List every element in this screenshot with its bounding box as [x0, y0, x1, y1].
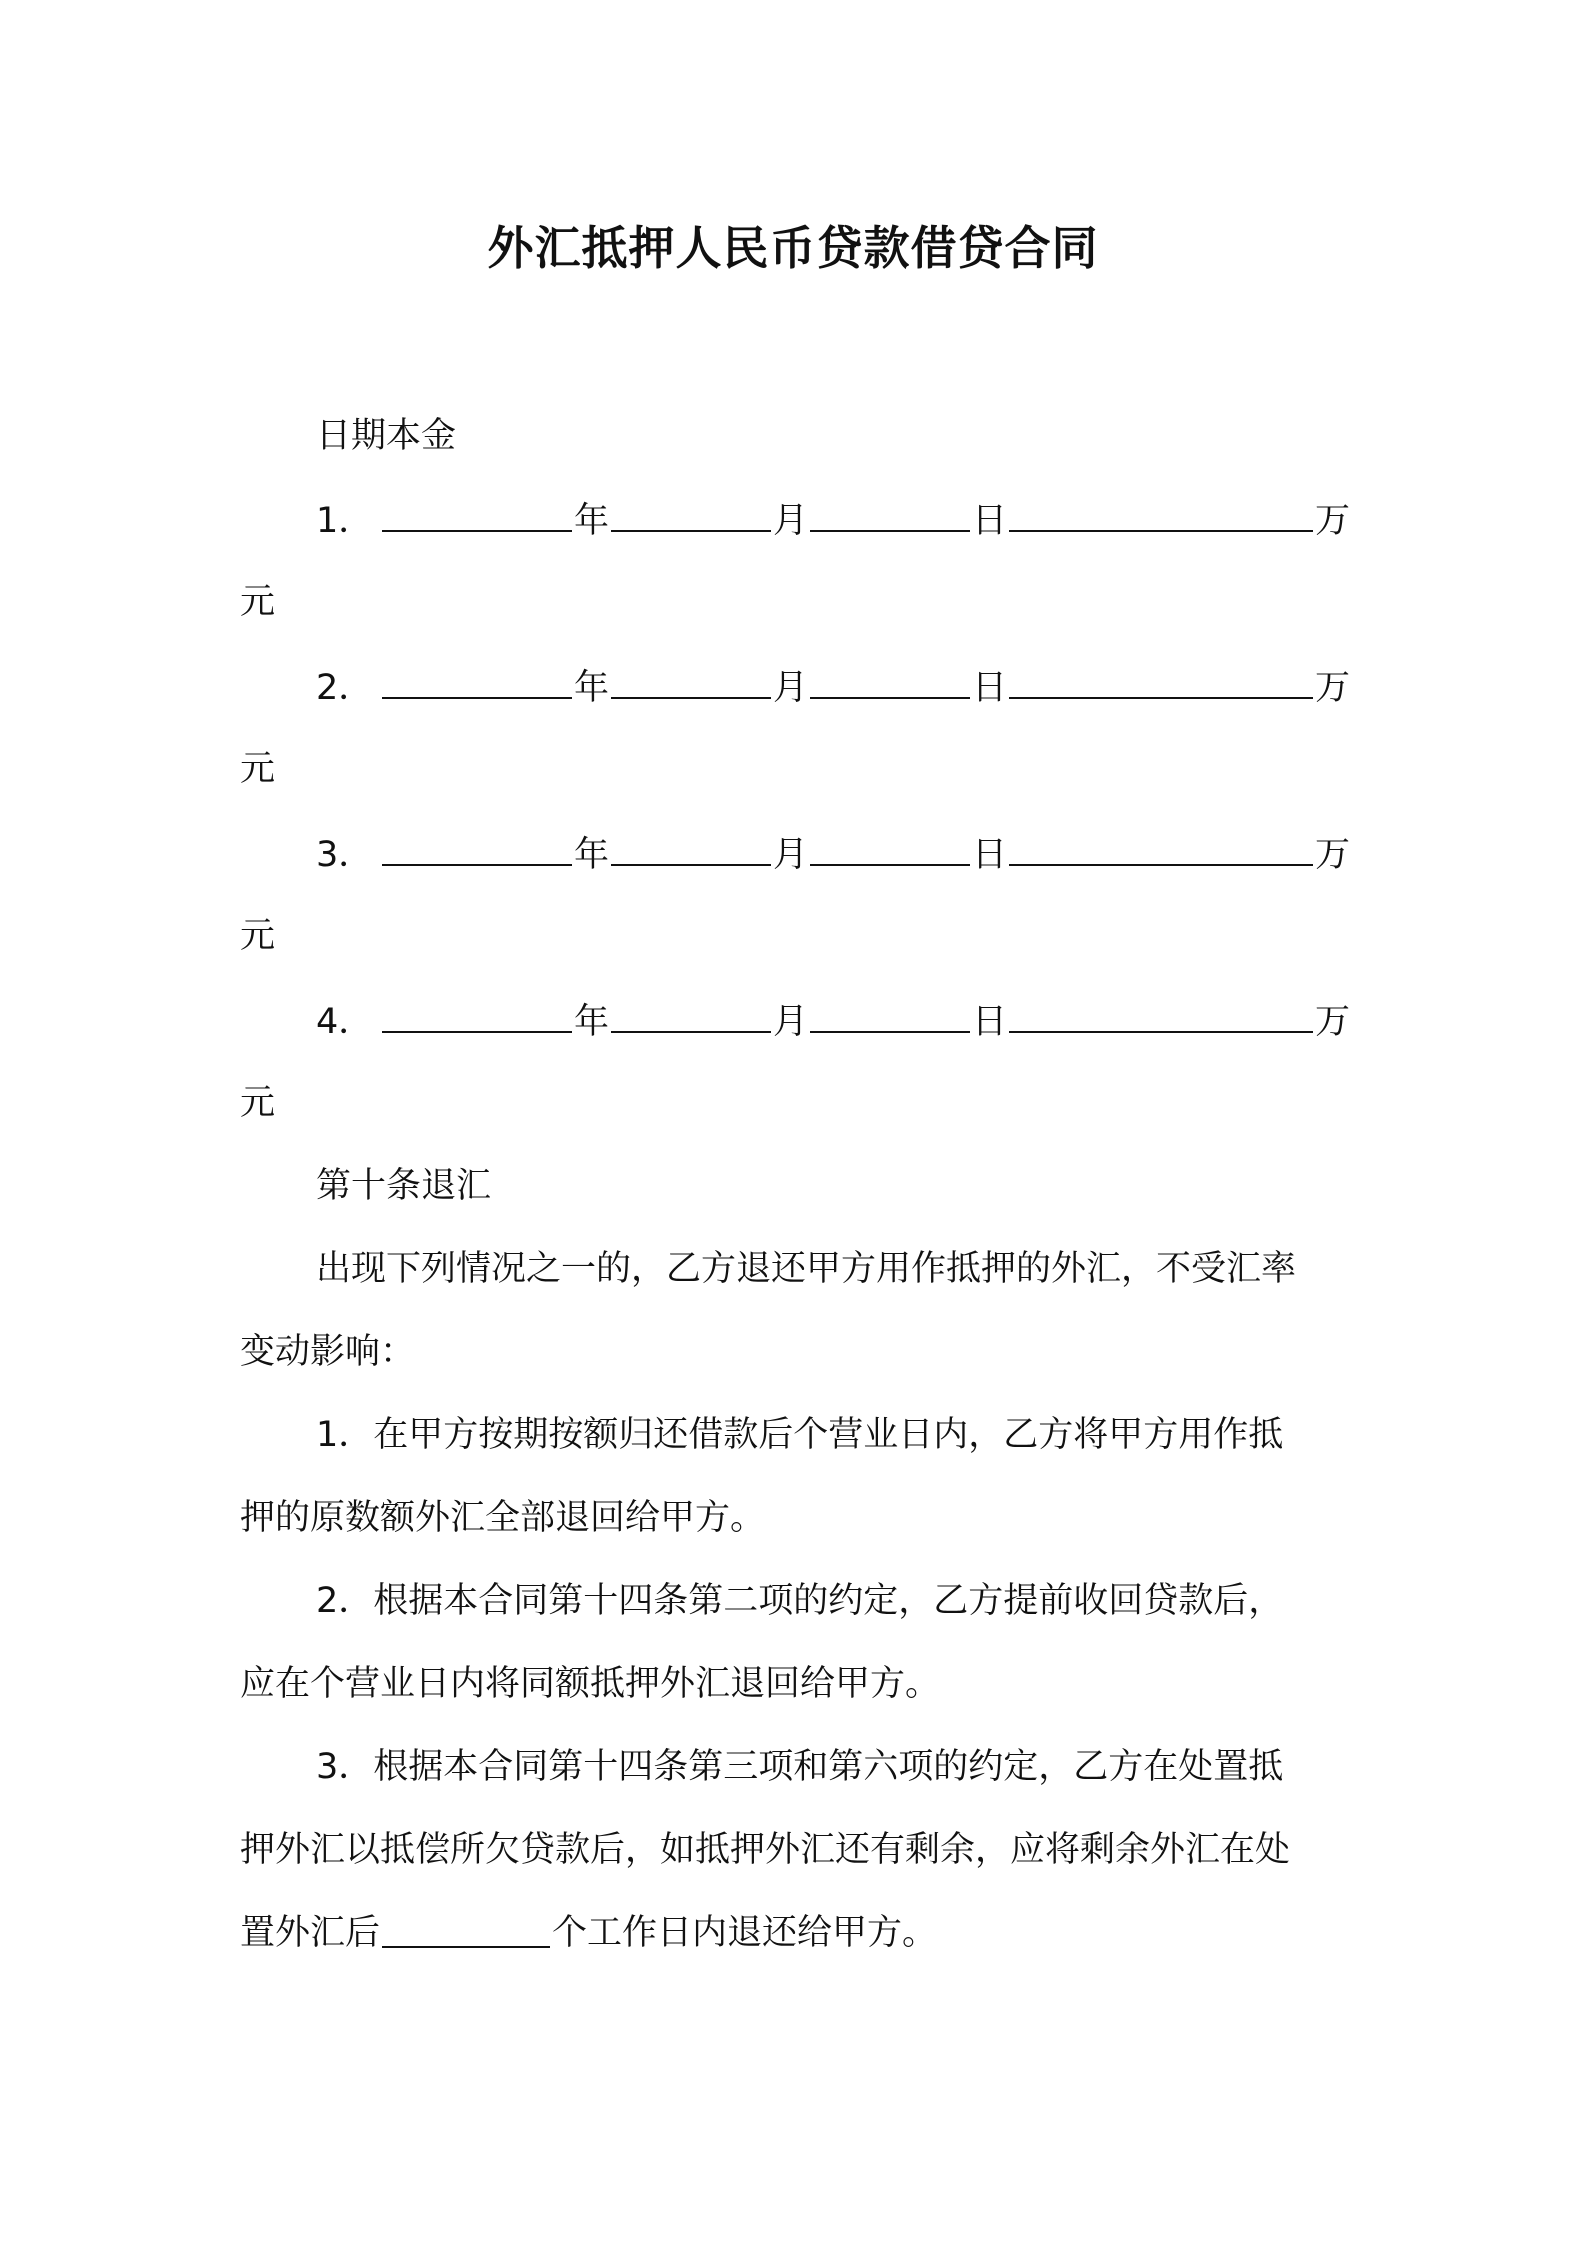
year-blank: [382, 496, 572, 532]
amount-blank: [1009, 830, 1313, 866]
day-label: 日: [972, 835, 1008, 875]
article-10-item-2-line-2: 应在个营业日内将同额抵押外汇退回给甲方。: [240, 1664, 941, 1704]
schedule-row-4: [316, 997, 1350, 1044]
year-blank: [382, 997, 572, 1033]
unit-wan: 万: [1314, 1002, 1350, 1042]
days-blank: [382, 1912, 550, 1948]
row-number: 4．: [316, 1002, 374, 1042]
year-label: 年: [574, 835, 610, 875]
unit-wan: 万: [1314, 835, 1350, 875]
month-blank: [611, 830, 771, 866]
schedule-row-2: [316, 663, 1350, 710]
unit-wan: 万: [1314, 501, 1350, 541]
unit-yuan: 元: [240, 916, 276, 956]
day-label: 日: [972, 668, 1008, 708]
article-10-item-1-line-1: 1．在甲方按期按额归还借款后个营业日内，乙方将甲方用作抵: [316, 1415, 1284, 1455]
item-3-line-3-suffix: 个工作日内退还给甲方。: [552, 1913, 938, 1953]
amount-blank: [1009, 997, 1313, 1033]
unit-yuan: 元: [240, 749, 276, 789]
schedule-row-3: [316, 830, 1350, 877]
article-10-item-3-line-2: 押外汇以抵偿所欠贷款后，如抵押外汇还有剩余，应将剩余外汇在处: [240, 1830, 1291, 1870]
article-10-intro-line-1: 出现下列情况之一的，乙方退还甲方用作抵押的外汇，不受汇率: [316, 1249, 1297, 1289]
article-10-item-3-line-3: [240, 1911, 937, 1955]
day-blank: [810, 663, 970, 699]
month-label: 月: [773, 835, 809, 875]
year-label: 年: [574, 501, 610, 541]
year-label: 年: [574, 1002, 610, 1042]
year-label: 年: [574, 668, 610, 708]
unit-yuan: 元: [240, 1083, 276, 1123]
row-number: 1．: [316, 501, 374, 541]
month-blank: [611, 663, 771, 699]
article-10-item-3-line-1: 3．根据本合同第十四条第三项和第六项的约定，乙方在处置抵: [316, 1747, 1284, 1787]
item-3-line-3-prefix: 置外汇后: [240, 1913, 381, 1953]
year-blank: [382, 663, 572, 699]
unit-wan: 万: [1314, 668, 1350, 708]
day-blank: [810, 496, 970, 532]
month-label: 月: [773, 668, 809, 708]
schedule-heading: 日期本金: [316, 416, 457, 456]
article-10-item-1-line-2: 押的原数额外汇全部退回给甲方。: [240, 1498, 766, 1538]
article-10-item-2-line-1: 2．根据本合同第十四条第二项的约定，乙方提前收回贷款后，: [316, 1581, 1284, 1621]
row-number: 2．: [316, 668, 374, 708]
month-blank: [611, 496, 771, 532]
day-label: 日: [972, 501, 1008, 541]
article-10-heading: 第十条退汇: [316, 1166, 492, 1206]
amount-blank: [1009, 496, 1313, 532]
month-label: 月: [773, 1002, 809, 1042]
day-blank: [810, 830, 970, 866]
month-label: 月: [773, 501, 809, 541]
row-number: 3．: [316, 835, 374, 875]
day-label: 日: [972, 1002, 1008, 1042]
month-blank: [611, 997, 771, 1033]
schedule-row-1: [316, 496, 1350, 543]
year-blank: [382, 830, 572, 866]
amount-blank: [1009, 663, 1313, 699]
unit-yuan: 元: [240, 582, 276, 622]
document-title: 外汇抵押人民币贷款借贷合同: [487, 221, 1099, 275]
article-10-intro-line-2: 变动影响：: [240, 1332, 416, 1372]
day-blank: [810, 997, 970, 1033]
